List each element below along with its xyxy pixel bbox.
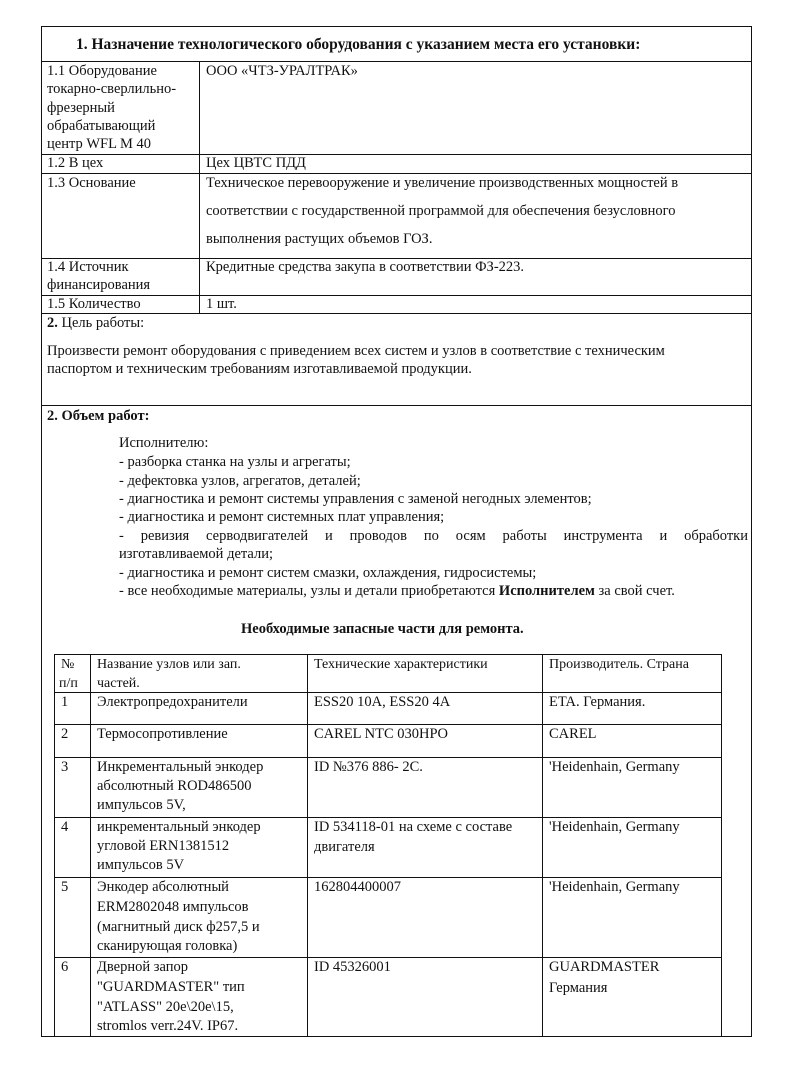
cell-name: абсолютный ROD486500 — [97, 778, 252, 794]
section3-title: 2. Объем работ: — [47, 408, 150, 424]
row-label: финансирования — [47, 277, 151, 293]
work-item-materials — [119, 582, 675, 601]
row-label: центр WFL M 40 — [47, 136, 152, 152]
divider — [41, 313, 752, 314]
work-item: - дефектовка узлов, агрегатов, деталей; — [119, 473, 361, 489]
section2-body-line: паспортом и техническим требованиям изготавливаемой продукции. — [47, 361, 472, 377]
cell-name: "GUARDMASTER" тип — [97, 979, 245, 995]
row-label: обрабатывающий — [47, 118, 156, 134]
header-maker: Производитель. Страна — [549, 657, 689, 672]
parts-table-title: Необходимые запасные части для ремонта. — [241, 621, 524, 637]
cell-name: импульсов 5V — [97, 857, 185, 873]
cell-name: Энкодер абсолютный — [97, 879, 229, 895]
cell-num: 3 — [61, 759, 69, 775]
divider — [41, 154, 752, 155]
work-item: - разборка станка на узлы и агрегаты; — [119, 454, 351, 470]
cell-maker: ETA. Германия. — [549, 694, 646, 710]
cell-maker: CAREL — [549, 726, 597, 742]
table-border — [90, 654, 91, 1037]
cell-spec: ID №376 886- 2C. — [314, 759, 423, 775]
cell-name: Дверной запор — [97, 959, 188, 975]
executor-emphasis: Исполнителем — [498, 583, 595, 599]
work-item-text: - все необходимые материалы, узлы и детали приобретаются — [119, 583, 499, 599]
cell-maker: 'Heidenhain, Germany — [549, 819, 680, 835]
table-border — [721, 654, 722, 1037]
cell-spec: двигателя — [314, 839, 375, 855]
row-label: фрезерный — [47, 100, 115, 116]
row-label: 1.3 Основание — [47, 175, 136, 191]
cell-spec: ID 45326001 — [314, 959, 391, 975]
work-item: изготавливаемой детали; — [119, 546, 273, 562]
row-label: 1.2 В цех — [47, 155, 104, 171]
row-value: Кредитные средства закупа в соответствии ФЗ-223. — [206, 259, 525, 275]
section2-title — [47, 314, 144, 333]
cell-name: Инкрементальный энкодер — [97, 759, 264, 775]
table-border — [307, 654, 308, 1037]
section2-number: 2. — [47, 315, 58, 331]
row-label: 1.1 Оборудование — [47, 63, 157, 79]
cell-num: 2 — [61, 726, 69, 742]
row-value: 1 шт. — [206, 296, 237, 312]
divider — [41, 295, 752, 296]
section1-title: 1. Назначение технологического оборудования с указанием места его установки: — [76, 36, 641, 53]
header-num: п/п — [59, 676, 78, 691]
work-item: - диагностика и ремонт системных плат управления; — [119, 509, 445, 525]
table-border — [542, 654, 543, 1037]
cell-name: инкрементальный энкодер — [97, 819, 261, 835]
row-value: соответствии с государственной программой для обеспечения безусловного — [206, 203, 676, 219]
cell-spec: ID 534118-01 на схеме с составе — [314, 819, 513, 835]
header-num: № — [61, 657, 75, 672]
row-value: Цех ЦВТС ПДД — [206, 155, 306, 171]
cell-name: Электропредохранители — [97, 694, 248, 710]
cell-name: ERM2802048 импульсов — [97, 899, 249, 915]
cell-spec: ESS20 10A, ESS20 4A — [314, 694, 451, 710]
cell-maker: 'Heidenhain, Germany — [549, 759, 680, 775]
column-divider — [199, 61, 200, 313]
cell-name: сканирующая головка) — [97, 938, 238, 954]
cell-maker: GUARDMASTER — [549, 959, 660, 975]
row-label: 1.4 Источник — [47, 259, 129, 275]
cell-num: 6 — [61, 959, 69, 975]
cell-spec: CAREL NTC 030HPO — [314, 726, 448, 742]
row-label: токарно-сверлильно- — [47, 81, 177, 97]
cell-num: 5 — [61, 879, 69, 895]
cell-maker: 'Heidenhain, Germany — [549, 879, 680, 895]
work-item: - диагностика и ремонт систем смазки, охлаждения, гидросистемы; — [119, 565, 537, 581]
work-item: - ревизия серводвигателей и проводов по осям работы инструмента и обработки — [119, 528, 748, 544]
cell-name: Термосопротивление — [97, 726, 228, 742]
cell-num: 1 — [61, 694, 69, 710]
header-name: Название узлов или зап. — [97, 657, 241, 672]
row-label: 1.5 Количество — [47, 296, 141, 312]
divider — [41, 405, 752, 406]
cell-name: (магнитный диск ф257,5 и — [97, 919, 260, 935]
header-spec: Технические характеристики — [314, 657, 488, 672]
cell-name: "ATLASS" 20e\20e\15, — [97, 999, 234, 1015]
work-item-text: за свой счет. — [594, 583, 675, 599]
cell-name: угловой ERN1381512 — [97, 838, 230, 854]
section2-label: Цель работы: — [57, 315, 145, 331]
work-item: - диагностика и ремонт системы управления с заменой негодных элементов; — [119, 491, 592, 507]
cell-name: stromlos verr.24V. IP67. — [97, 1018, 239, 1034]
cell-maker: Германия — [549, 980, 608, 996]
cell-spec: 162804400007 — [314, 879, 401, 895]
cell-name: импульсов 5V, — [97, 797, 186, 813]
section3-intro: Исполнителю: — [119, 435, 209, 451]
cell-num: 4 — [61, 819, 69, 835]
section2-body-line: Произвести ремонт оборудования с приведением всех систем и узлов в соответствие с техническим — [47, 343, 665, 359]
row-value: Техническое перевооружение и увеличение производственных мощностей в — [206, 175, 679, 191]
row-value: выполнения растущих объемов ГОЗ. — [206, 231, 433, 247]
header-name: частей. — [97, 676, 140, 691]
table-border — [54, 654, 55, 1037]
row-value: ООО «ЧТЗ-УРАЛТРАК» — [206, 63, 358, 79]
